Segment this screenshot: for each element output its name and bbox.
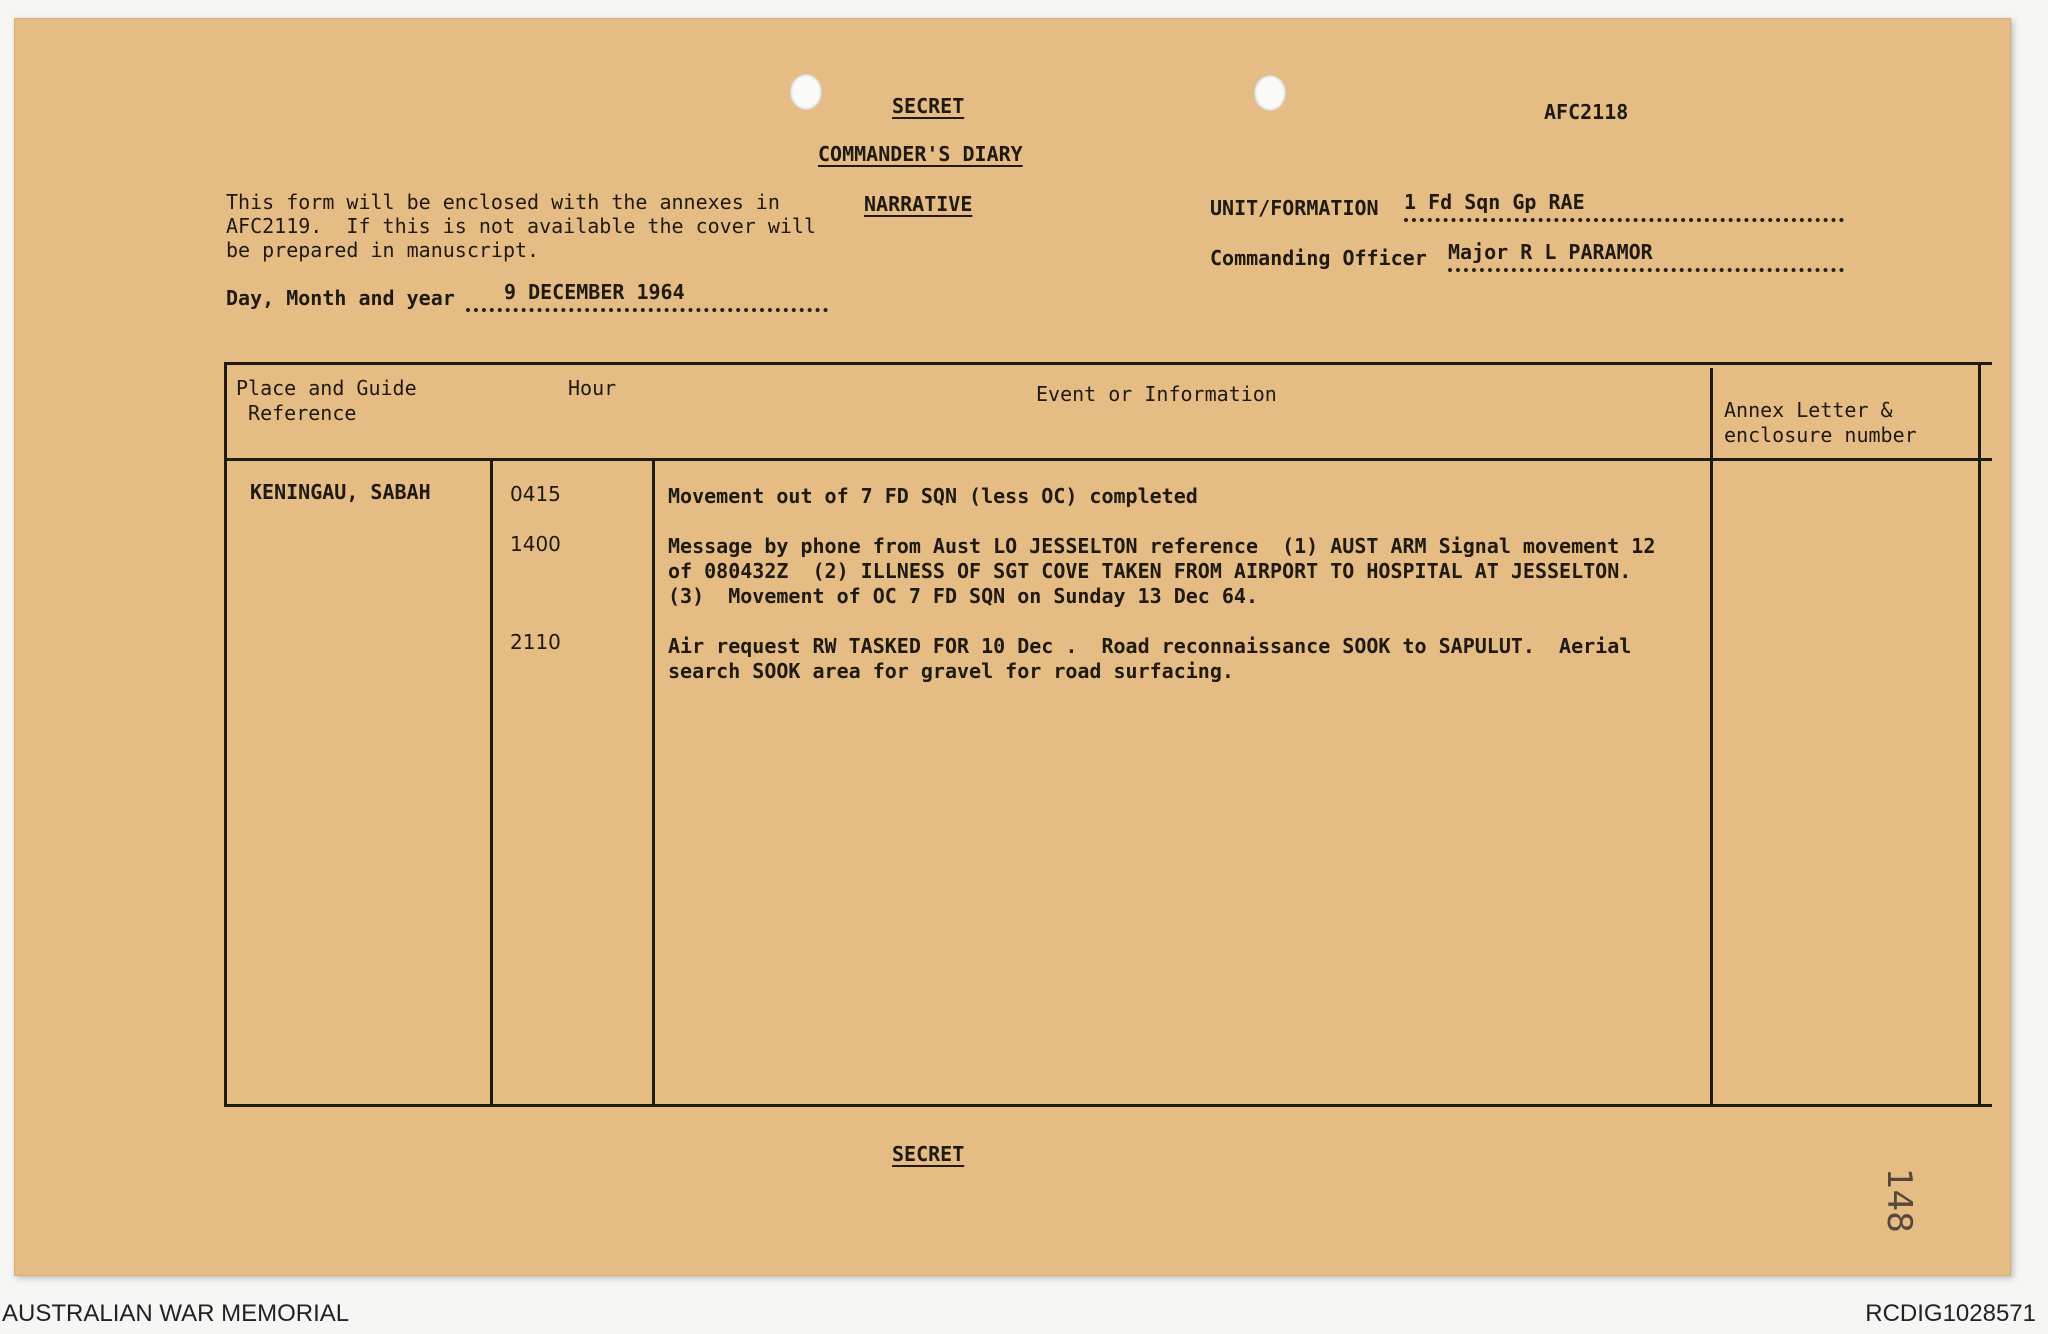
event-cell: Movement out of 7 FD SQN (less OC) completed <box>668 484 1198 508</box>
punch-hole <box>1254 75 1286 111</box>
handwritten-page-number: 148 <box>1879 1168 1919 1233</box>
form-instructions: This form will be enclosed with the annexes in AFC2119. If this is not available the cover will be prepared in manuscript. <box>226 190 817 262</box>
form-number: AFC2118 <box>1544 100 1629 124</box>
event-cell: Message by phone from Aust LO JESSELTON reference (1) AUST ARM Signal movement 12 of 080432Z (2) ILLNESS OF SGT COVE TAKEN FROM AIRPORT TO HOSPITAL AT JESSELTON. (3) Movement of OC 7 FD SQN on Sunday 13 Dec 64. <box>668 534 1656 608</box>
hour-cell: 2110 <box>510 630 561 654</box>
place-cell: KENINGAU, SABAH <box>250 480 431 504</box>
commanding-officer-label: Commanding Officer <box>1210 246 1427 270</box>
column-header-hour: Hour <box>568 376 617 400</box>
footer-left-credit: AUSTRALIAN WAR MEMORIAL <box>2 1300 350 1327</box>
commanding-officer-dotted-line <box>1448 268 1844 272</box>
unit-formation-dotted-line <box>1404 218 1844 222</box>
classification-top: SECRET <box>892 94 965 118</box>
narrative-label: NARRATIVE <box>864 192 973 216</box>
date-value: 9 DECEMBER 1964 <box>504 280 685 304</box>
unit-formation-label: UNIT/FORMATION <box>1210 196 1379 220</box>
classification-bottom: SECRET <box>892 1142 965 1166</box>
date-label: Day, Month and year <box>226 286 455 310</box>
event-cell: Air request RW TASKED FOR 10 Dec . Road reconnaissance SOOK to SAPULUT. Aerial search SOOK area for gravel for road surfacing. <box>668 634 1632 683</box>
column-header-event: Event or Information <box>1036 382 1277 406</box>
footer-right-id: RCDIG1028571 <box>1865 1300 2036 1327</box>
diary-title: COMMANDER'S DIARY <box>818 142 1023 166</box>
hour-cell: 0415 <box>510 482 561 506</box>
commanding-officer-value: Major R L PARAMOR <box>1448 240 1653 264</box>
column-header-annex: Annex Letter & enclosure number <box>1724 398 1917 447</box>
unit-formation-value: 1 Fd Sqn Gp RAE <box>1404 190 1585 214</box>
hour-cell: 1400 <box>510 532 561 556</box>
date-dotted-line <box>466 308 828 312</box>
column-header-place: Place and Guide Reference <box>236 376 417 425</box>
punch-hole <box>790 74 822 110</box>
document-sheet <box>14 18 2011 1276</box>
